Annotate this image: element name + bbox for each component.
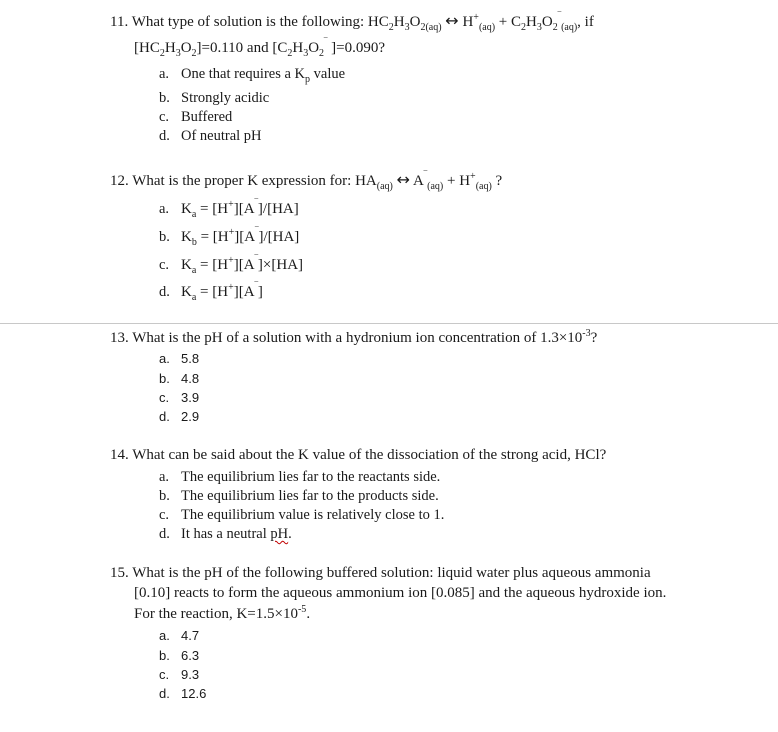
q11-option-a[interactable]: a. One that requires a $K_p$ value (159, 66, 346, 85)
question-number: 12. (110, 173, 129, 189)
question-15-line-2: [0.10] reacts to form the aqueous ammonium ion [0.085] and the aqueous hydroxide ion. (134, 585, 667, 601)
q11-option-b[interactable]: b. Strongly acidic (159, 90, 270, 106)
q14-option-a[interactable]: a. The equilibrium lies far to the reactants side. (159, 469, 441, 485)
spellcheck-underline: pH (270, 526, 289, 542)
q13-option-a[interactable]: a. 5.8 (159, 351, 200, 366)
question-11-line-1: 11. What type of solution is the following: $HC_2H_3O_{2(aq)}$ ↔ $H^+_{(aq)} + C_2H_3O_2^‾_{(aq)}$, if (110, 11, 594, 33)
question-number: 11. (110, 14, 129, 30)
q15-option-b[interactable]: b. 6.3 (159, 648, 200, 663)
q11-option-c[interactable]: c. Buffered (159, 109, 233, 125)
q15-option-a[interactable]: a. 4.7 (159, 628, 200, 643)
q13-option-b[interactable]: b. 4.8 (159, 371, 200, 386)
question-11-line-2: $[HC_2H_3O_2]=0.110$ and [$C_2H_3O_2^‾$ ]=0.090? (134, 38, 385, 59)
q13-option-d[interactable]: d. 2.9 (159, 409, 200, 424)
question-number: 15. (110, 565, 129, 581)
q14-option-b[interactable]: b. The equilibrium lies far to the products side. (159, 488, 439, 504)
question-15-line-1: 15. What is the pH of the following buffered solution: liquid water plus aqueous ammonia (110, 565, 651, 581)
q11-option-d[interactable]: d. Of neutral pH (159, 128, 262, 144)
page-divider (0, 323, 778, 324)
q15-option-d[interactable]: d. 12.6 (159, 686, 207, 701)
question-number: 13. (110, 330, 129, 346)
q14-option-d[interactable]: d. It has a neutral pH. (159, 526, 292, 542)
question-14: 14. What can be said about the K value of the dissociation of the strong acid, HCl? (110, 447, 607, 463)
question-15-line-3: For the reaction, $K=1.5\times 10^{-5}$. (134, 604, 311, 622)
q12-option-d[interactable]: d. $K_a = [H^+][A^‾]$ (159, 282, 263, 303)
equilibrium-arrow-icon: ↔ (445, 11, 459, 30)
q12-option-a[interactable]: a. $K_a = [H^+][A^‾]/[HA]$ (159, 199, 299, 220)
question-13: 13. What is the pH of a solution with a hydronium ion concentration of $1.3\times 10^{-3}$? (110, 328, 598, 346)
equilibrium-arrow-icon: ↔ (396, 170, 411, 189)
question-number: 14. (110, 447, 129, 463)
question-12: 12. What is the proper K expression for: $HA_{(aq)}$ ↔ $A^‾_{(aq)} + H^+_{(aq)}$ ? (110, 170, 503, 192)
q15-option-c[interactable]: c. 9.3 (159, 667, 200, 682)
q12-option-c[interactable]: c. $K_a = [H^+][A^‾]\times[HA]$ (159, 255, 304, 276)
q12-option-b[interactable]: b. $K_b = [H^+][A^‾]/[HA]$ (159, 227, 300, 248)
q14-option-c[interactable]: c. The equilibrium value is relatively close to 1. (159, 507, 445, 523)
q13-option-c[interactable]: c. 3.9 (159, 390, 200, 405)
